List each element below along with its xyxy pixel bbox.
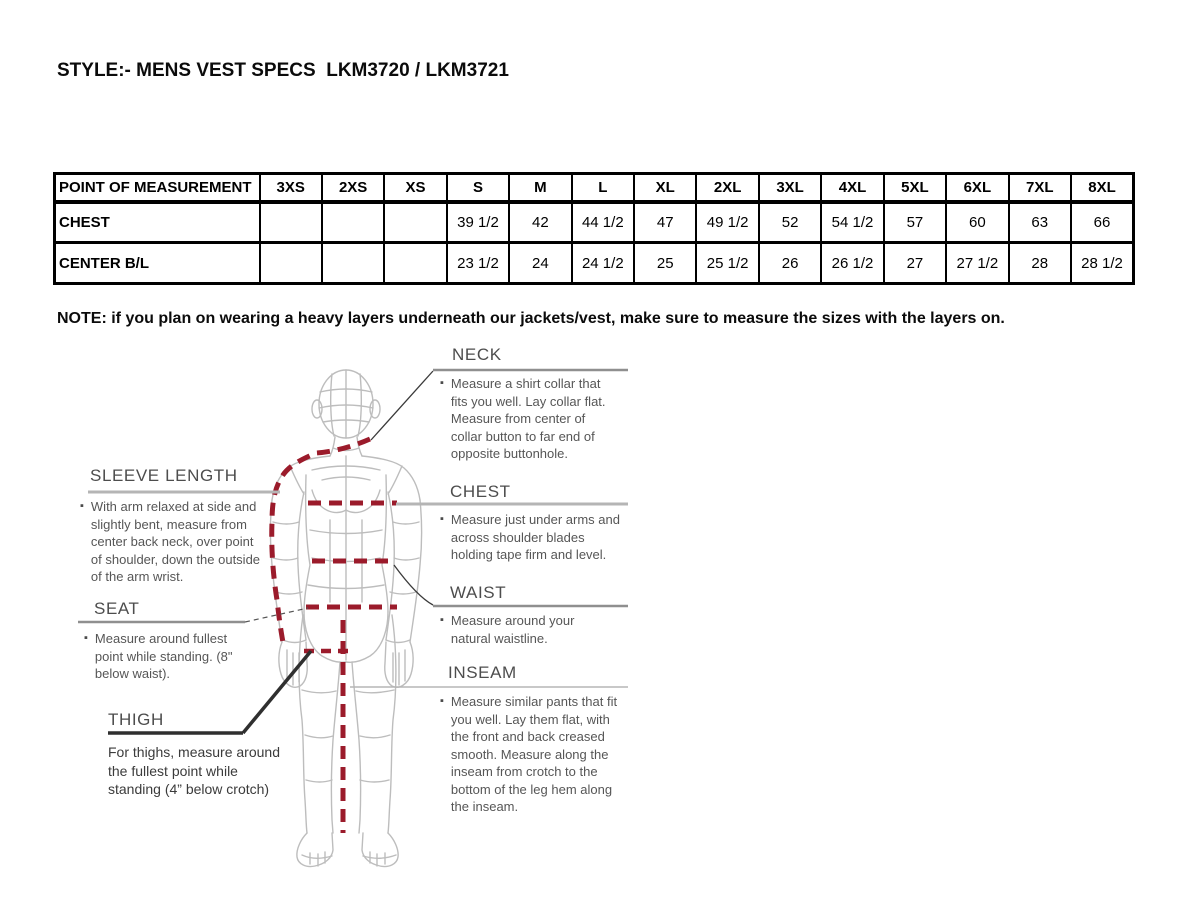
seat-desc — [84, 630, 250, 683]
sleeve-length-desc-text: With arm relaxed at side and slightly bent, measure from center back neck, over point of shoulder, down the outside of the arm wrist. — [90, 499, 261, 584]
column-header-2xl: 2XL — [696, 174, 758, 202]
layers-note: NOTE: if you plan on wearing a heavy layers underneath our jackets/vest, make sure to measure the sizes with the layers on. — [57, 310, 1005, 327]
waist-desc — [440, 612, 605, 647]
chest-cell: 60 — [946, 202, 1008, 243]
table-header-row — [55, 174, 1134, 202]
center-bl-cell: 25 — [634, 243, 696, 284]
center-bl-cell: 27 1/2 — [946, 243, 1008, 284]
chest-cell: 66 — [1071, 202, 1134, 243]
seat-desc-text: Measure around fullest point while standing. (8" below waist). — [94, 631, 233, 681]
column-header-xl: XL — [634, 174, 696, 202]
neck-sleeve-dash-line — [272, 439, 370, 648]
neck-callout-line — [371, 371, 433, 440]
seat-callout-line — [245, 608, 308, 622]
chest-label: CHEST — [450, 482, 511, 501]
chest-desc-text: Measure just under arms and across shoulder blades holding tape firm and level. — [450, 512, 620, 562]
inseam-desc — [440, 693, 620, 816]
column-header-6xl: 6XL — [946, 174, 1008, 202]
column-header-l: L — [572, 174, 634, 202]
column-header-point-of-measurement: POINT OF MEASUREMENT — [55, 174, 260, 202]
body-wireframe — [271, 370, 422, 867]
measurement-dash-lines — [272, 439, 397, 833]
thigh-desc — [108, 743, 288, 799]
column-header-5xl: 5XL — [884, 174, 946, 202]
center-bl-cell: 26 — [759, 243, 821, 284]
thigh-label: THIGH — [108, 710, 164, 729]
chest-cell — [260, 202, 322, 243]
center-bl-cell: 23 1/2 — [447, 243, 509, 284]
column-header-3xl: 3XL — [759, 174, 821, 202]
chest-cell: 52 — [759, 202, 821, 243]
center-bl-cell: 28 1/2 — [1071, 243, 1134, 284]
bullet-icon: ▪ — [440, 695, 444, 707]
seat-label: SEAT — [94, 599, 140, 618]
column-header-2xs: 2XS — [322, 174, 384, 202]
row-label-center-bl: CENTER B/L — [55, 243, 260, 284]
chest-cell: 42 — [509, 202, 571, 243]
sleeve-length-desc — [80, 498, 265, 586]
bullet-icon: ▪ — [440, 614, 444, 626]
inseam-label: INSEAM — [448, 663, 517, 682]
neck-label: NECK — [452, 345, 502, 364]
thigh-desc-text: For thighs, measure around the fullest point while standing (4” below crotch) — [108, 744, 280, 797]
chest-cell: 63 — [1009, 202, 1071, 243]
page-title: STYLE:- MENS VEST SPECS LKM3720 / LKM3721 — [57, 60, 509, 81]
bullet-icon: ▪ — [440, 513, 444, 525]
column-header-3xs: 3XS — [260, 174, 322, 202]
chest-cell — [384, 202, 446, 243]
sleeve-length-label: SLEEVE LENGTH — [90, 466, 238, 485]
chest-desc — [440, 511, 622, 564]
center-bl-cell — [260, 243, 322, 284]
center-bl-cell: 26 1/2 — [821, 243, 883, 284]
neck-desc-text: Measure a shirt collar that fits you well. Lay collar flat. Measure from center of collar button to far end of opposite buttonhole. — [450, 376, 606, 461]
column-header-8xl: 8XL — [1071, 174, 1134, 202]
inseam-desc-text: Measure similar pants that fit you well. Lay them flat, with the front and back creased smooth. Measure along the inseam from crotch to the bottom of the leg hem along the inseam. — [450, 694, 618, 814]
chest-cell: 54 1/2 — [821, 202, 883, 243]
waist-desc-text: Measure around your natural waistline. — [450, 613, 575, 646]
bullet-icon: ▪ — [80, 500, 84, 512]
center-bl-cell — [384, 243, 446, 284]
bullet-icon: ▪ — [84, 632, 88, 644]
table-row-chest — [55, 202, 1134, 243]
chest-cell — [322, 202, 384, 243]
center-bl-cell: 27 — [884, 243, 946, 284]
waist-label: WAIST — [450, 583, 507, 602]
waist-callout-line — [394, 565, 433, 605]
column-header-4xl: 4XL — [821, 174, 883, 202]
center-bl-cell: 25 1/2 — [696, 243, 758, 284]
center-bl-cell: 28 — [1009, 243, 1071, 284]
row-label-chest: CHEST — [55, 202, 260, 243]
size-spec-table — [53, 172, 1135, 285]
chest-cell: 47 — [634, 202, 696, 243]
neck-desc — [440, 375, 618, 463]
column-header-s: S — [447, 174, 509, 202]
chest-cell: 49 1/2 — [696, 202, 758, 243]
center-bl-cell — [322, 243, 384, 284]
center-bl-cell: 24 — [509, 243, 571, 284]
chest-cell: 44 1/2 — [572, 202, 634, 243]
column-header-7xl: 7XL — [1009, 174, 1071, 202]
chest-cell: 39 1/2 — [447, 202, 509, 243]
bullet-icon: ▪ — [440, 377, 444, 389]
column-header-xs: XS — [384, 174, 446, 202]
column-header-m: M — [509, 174, 571, 202]
center-bl-cell: 24 1/2 — [572, 243, 634, 284]
table-row-center-bl — [55, 243, 1134, 284]
chest-cell: 57 — [884, 202, 946, 243]
thigh-callout-line — [243, 651, 311, 733]
